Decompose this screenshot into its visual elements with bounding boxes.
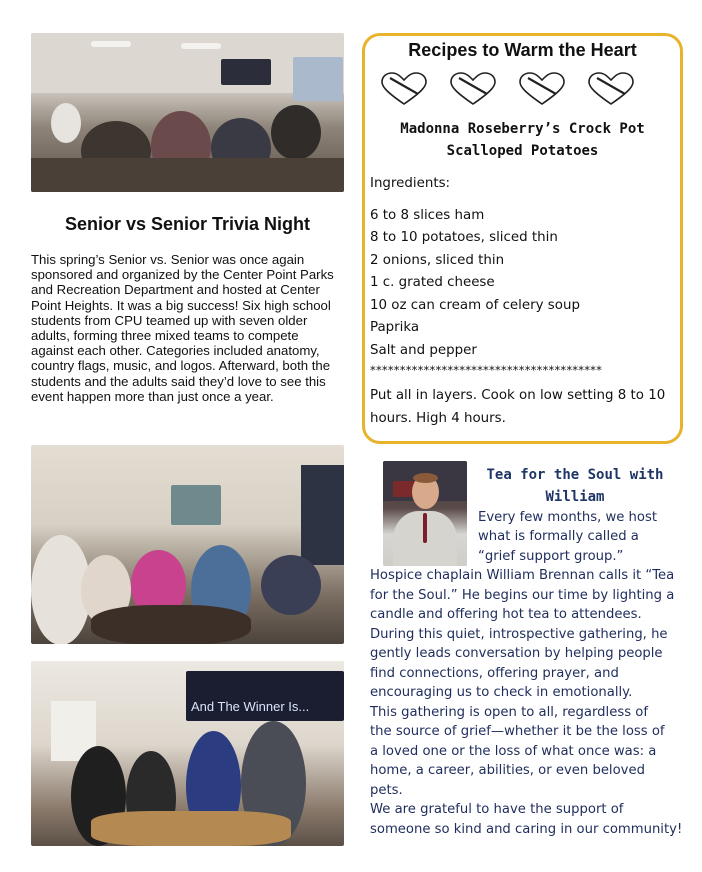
tea-text-line: the source of grief—whether it be the loss of — [370, 724, 665, 739]
tea-text-line: This gathering is open to all, regardless of — [370, 705, 648, 720]
tea-text-line: pets. — [370, 783, 403, 798]
ingredient-item: 1 c. grated cheese — [370, 275, 495, 290]
directions-line2: hours. High 4 hours. — [370, 411, 506, 426]
directions-line1: Put all in layers. Cook on low setting 8 to 10 — [370, 388, 666, 403]
trivia-body: This spring’s Senior vs. Senior was once again sponsored and organized by the Center Point Parks and Recreation Department and hosted at Center Point Heights. It was a big success! Six high school students from CPU teamed up with seven older adults, forming three mixed teams to compete against each other. Categories included anatomy, country flags, music, and logos. Afterward, both the students and the adults said they’d love to see this event happen more than just once a year. — [31, 252, 334, 404]
tea-title-line1: Tea for the Soul with — [486, 467, 664, 483]
tea-text-line: candle and offering hot tea to attendees. — [370, 607, 642, 622]
ingredient-item: Paprika — [370, 320, 420, 335]
tea-text-line: someone so kind and caring in our community! — [370, 822, 683, 837]
tea-text-line: gently leads conversation by helping people — [370, 646, 663, 661]
ingredient-item: 2 onions, sliced thin — [370, 253, 505, 268]
recipe-name-line2: Scalloped Potatoes — [446, 143, 599, 159]
heart-icon — [451, 73, 495, 104]
recipe-name-line1: Madonna Roseberry’s Crock Pot — [400, 121, 645, 137]
trivia-title: Senior vs Senior Trivia Night — [64, 214, 311, 234]
tea-text-line: a loved one or the loss of what once was: a — [370, 744, 657, 759]
tea-title — [476, 464, 674, 508]
trivia-table-photo — [31, 445, 344, 644]
recipe-section-title: Recipes to Warm the Heart — [408, 40, 637, 60]
heart-icon — [382, 73, 426, 104]
trivia-room-photo — [31, 33, 344, 192]
winners-photo — [31, 661, 344, 846]
ingredient-item: Salt and pepper — [370, 343, 477, 358]
tea-text-line: Every few months, we host — [478, 510, 658, 525]
tea-text-line: “grief support group.” — [478, 549, 624, 564]
tea-text-line: During this quiet, introspective gathering, he — [370, 627, 668, 642]
tea-text-line: what is formally called a — [478, 529, 639, 544]
recipe-name — [362, 118, 683, 162]
tea-text-line: We are grateful to have the support of — [370, 802, 624, 817]
tea-text-line: encouraging us to check in emotionally. — [370, 685, 633, 700]
ingredients-label: Ingredients: — [370, 176, 451, 191]
recipe-divider: *************************************** — [370, 363, 603, 377]
tea-text-line: Hospice chaplain William Brennan calls it “Tea — [370, 568, 675, 583]
tea-text-line: home, a career, abilities, or even beloved — [370, 763, 645, 778]
hearts-divider — [378, 70, 638, 106]
ingredient-item: 10 oz can cream of celery soup — [370, 298, 580, 313]
tea-text-line: find connections, offering prayer, and — [370, 666, 619, 681]
ingredient-item: 8 to 10 potatoes, sliced thin — [370, 230, 558, 245]
tea-title-line2: William — [545, 489, 605, 505]
ingredient-item: 6 to 8 slices ham — [370, 208, 485, 223]
winner-screen-text: And The Winner Is... — [191, 699, 310, 714]
heart-icon — [589, 73, 633, 104]
heart-icon — [520, 73, 564, 104]
william-portrait — [383, 461, 467, 566]
tea-text-line: for the Soul.” He begins our time by lighting a — [370, 588, 675, 603]
